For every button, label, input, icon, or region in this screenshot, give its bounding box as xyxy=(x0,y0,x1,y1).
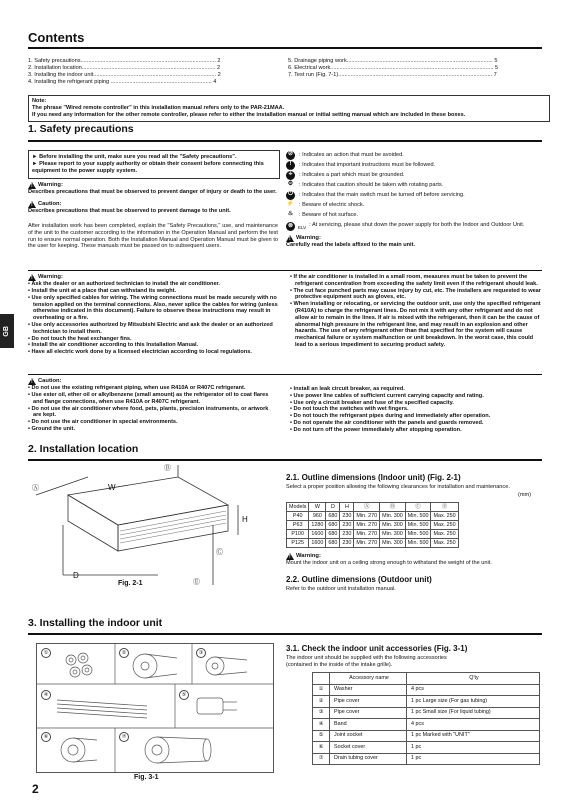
caution-icon xyxy=(28,201,36,208)
table-cell: 230 xyxy=(340,539,354,548)
warning-text: Describes precautions that must be observed to prevent danger of injury or death to the user. xyxy=(28,189,277,196)
table-cell: ⑤ xyxy=(313,730,330,742)
warning-labels-text: Carefully read the labels affixed to the main unit. xyxy=(286,242,415,249)
symbol-text: : Indicates an action that must be avoided. xyxy=(299,151,404,158)
rotating-parts-icon: ⚙ xyxy=(287,181,294,188)
table-cell: 1 pc xyxy=(407,753,540,765)
table-cell: 680 xyxy=(326,512,340,521)
box-line-2: ► Please report to your supply authority or obtain their consent before connecting this equipment to the power supply system. xyxy=(32,161,264,174)
list-item: • Use power line cables of sufficient current carrying capacity and rating. xyxy=(290,393,542,400)
warning-text: Mount the indoor unit on a ceiling strong enough to withstand the weight of the unit. xyxy=(286,560,492,567)
table-cell: Min. 270 xyxy=(354,512,380,521)
table-cell: ③ xyxy=(313,707,330,719)
electric-shock-icon: ⚡ xyxy=(286,201,295,208)
dim-e: Ⓔ xyxy=(193,579,200,586)
list-item: • Ask the dealer or an authorized technician to install the air conditioner. xyxy=(28,281,278,288)
toc-item[interactable]: 7. Test run (Fig. 7-1)................................................................................................... 7 xyxy=(288,72,497,78)
toc-left xyxy=(28,58,268,86)
note-label: Note: xyxy=(32,98,47,104)
table-row xyxy=(313,707,540,719)
language-tab: GB xyxy=(0,314,14,348)
table-cell: Max. 250 xyxy=(431,512,458,521)
list-item: • The cut face punched parts may cause injury by cut, etc. The installers are requested to wear protective equipment such as gloves, etc. xyxy=(290,288,542,302)
caution-icon xyxy=(28,378,36,385)
unit-label: (mm) xyxy=(518,492,532,498)
table-cell: Max. 250 xyxy=(431,521,458,530)
warning-items xyxy=(28,281,278,356)
divider xyxy=(28,270,542,271)
warning-list-left xyxy=(28,274,278,356)
list-item: • Do not operate the air conditioner with the panels and guards removed. xyxy=(290,420,542,427)
table-header: Ⓔ xyxy=(431,503,458,512)
caution-items xyxy=(290,386,542,434)
symbol-text: : Beware of hot surface. xyxy=(299,211,359,218)
figure-number: ④ xyxy=(41,690,51,700)
table-row xyxy=(313,684,540,696)
toc-item[interactable]: 1. Safety precautions....................................................................................... 2 xyxy=(28,58,221,64)
subsection-3-1-title: 3.1. Check the indoor unit accessories (Fig. 3-1) xyxy=(286,644,468,653)
table-cell: Pipe cover xyxy=(330,696,407,708)
subsection-2-1-title: 2.1. Outline dimensions (Indoor unit) (Fig. 2-1) xyxy=(286,473,461,482)
list-item: • Use ester oil, ether oil or alkylbenzene (small amount) as the refrigerator oil to coat flares and flange connections, when use R410A or R407C refrigerant. xyxy=(28,392,278,406)
table-cell: Min. 500 xyxy=(405,512,431,521)
table-cell: P100 xyxy=(287,530,309,539)
table-header: Ⓐ xyxy=(354,503,380,512)
figure-number: ⑥ xyxy=(41,732,51,742)
toc-item[interactable]: 4. Installing the refrigerant piping ................................................................. 4 xyxy=(28,79,217,85)
subsection-3-1-text-2: (contained in the inside of the intake grille). xyxy=(286,662,393,668)
dim-a: Ⓐ xyxy=(32,485,39,492)
dim-w: W xyxy=(108,483,116,492)
figure-number: ① xyxy=(41,648,51,658)
table-cell: Socket cover xyxy=(330,742,407,754)
dim-h: H xyxy=(242,515,248,524)
caution-items xyxy=(28,385,278,433)
table-cell: Min. 300 xyxy=(380,512,406,521)
table-cell: Min. 300 xyxy=(380,539,406,548)
symbol-text: : Indicates a part which must be grounded. xyxy=(299,171,405,178)
warning-label: Warning: xyxy=(296,234,321,241)
table-cell: ⑦ xyxy=(313,753,330,765)
elv-text: : At servicing, please shut down the power supply for both the Indoor and Outdoor Unit. xyxy=(309,222,525,228)
warning-icon xyxy=(286,553,294,560)
table-cell: P125 xyxy=(287,539,309,548)
table-cell: Min. 270 xyxy=(354,521,380,530)
page-number: 2 xyxy=(32,782,39,796)
list-item: • When installing or relocating, or servicing the outdoor unit, use only the specified refrigerant (R410A) to charge the refrigerant lines. Do not mix it with any other refrigerant and do not allow air to remain in the lines. If air is mixed with the refrigerant, then it can be the cause of abnormal high pressure in the refrigerant line, and may result in an explosion and other hazards. The use of any refrigerant other than that specified for the system will cause mechanical failure or system malfunction or unit breakdown. In the worst case, this could lead to a serious impediment to securing product safety. xyxy=(290,301,542,349)
table-cell: 1 pc Small size (For liquid tubing) xyxy=(407,707,540,719)
table-cell: Washer xyxy=(330,684,407,696)
warning-label: Warning: xyxy=(296,553,321,559)
warning-list-right xyxy=(290,274,542,349)
title-rule xyxy=(28,47,542,49)
symbol-text: : Beware of electric shock. xyxy=(299,201,365,208)
table-cell: ② xyxy=(313,696,330,708)
list-item: • Install the unit at a place that can withstand its weight. xyxy=(28,288,278,295)
table-cell: Max. 250 xyxy=(431,530,458,539)
figure-number: ⑦ xyxy=(119,732,129,742)
warning-icon xyxy=(28,182,36,189)
table-cell: 1600 xyxy=(309,530,326,539)
caution-label: Caution: xyxy=(38,201,62,208)
caution-list-left xyxy=(28,378,278,433)
figure-number: ② xyxy=(119,648,129,658)
table-header: Ⓑ xyxy=(380,503,406,512)
table-header: Accessory name xyxy=(330,673,407,685)
section-2-title: 2. Installation location xyxy=(28,443,139,455)
table-cell: Band xyxy=(330,719,407,731)
accessories-table xyxy=(312,672,540,765)
caution-label: Caution: xyxy=(38,378,62,384)
toc-item[interactable]: 6. Electrical work......................................................................................................... 5 xyxy=(288,65,499,71)
caution-list-right xyxy=(290,386,542,434)
warning-label: Warning: xyxy=(38,274,63,280)
table-header xyxy=(313,673,330,685)
note-box xyxy=(28,95,550,122)
section-2-rule xyxy=(28,459,542,461)
table-cell: Drain tubing cover xyxy=(330,753,407,765)
toc-item[interactable]: 2. Installation location...................................................................................... 2 xyxy=(28,65,221,71)
list-item: • Use only specified cables for wiring. The wiring connections must be made securely with no tension applied on the terminal connections. Also, never splice the cables for wiring (unless otherwise indicated in this document). Failure to observe these instructions may result in overheating or a fire. xyxy=(28,295,278,322)
instruction-icon: ! xyxy=(286,161,295,170)
page-title: Contents xyxy=(28,30,85,45)
table-cell: P40 xyxy=(287,512,309,521)
list-item: • If the air conditioner is installed in a small room, measures must be taken to prevent the refrigerant concentration from exceeding the safety limit even if the refrigerant should leak. xyxy=(290,274,542,288)
table-cell: 230 xyxy=(340,512,354,521)
table-header: Ⓒ xyxy=(405,503,431,512)
list-item: • Install an leak circuit breaker, as required. xyxy=(290,386,542,393)
elv-label: ELV xyxy=(298,225,307,230)
figure-number: ③ xyxy=(196,648,206,658)
dimensions-table xyxy=(286,502,459,548)
table-cell: 1600 xyxy=(309,539,326,548)
figure-label: Fig. 2-1 xyxy=(118,580,143,587)
section-1-title: 1. Safety precautions xyxy=(28,123,134,135)
table-cell: 680 xyxy=(326,530,340,539)
table-row xyxy=(287,521,459,530)
symbol-text: : Indicates that important instructions must be followed. xyxy=(299,161,436,168)
section-3-rule xyxy=(28,633,542,635)
table-header: Models xyxy=(287,503,309,512)
table-cell: Min. 500 xyxy=(405,530,431,539)
accessories-drawing xyxy=(37,644,273,772)
figure-2-1 xyxy=(28,465,278,595)
toc-item[interactable]: 5. Drainage piping work.............................................................................................. 5 xyxy=(288,58,498,64)
subsection-3-1-text-1: The indoor unit should be supplied with the following accessories xyxy=(286,655,447,661)
figure-number: ⑤ xyxy=(179,690,189,700)
table-cell: Pipe cover xyxy=(330,707,407,719)
list-item: • Do not use the air conditioner in special environments. xyxy=(28,419,278,426)
indoor-unit-dimension-drawing xyxy=(28,465,278,595)
table-cell: Min. 300 xyxy=(380,521,406,530)
s2-warning xyxy=(286,553,542,567)
subsection-2-2-title: 2.2. Outline dimensions (Outdoor unit) xyxy=(286,575,432,584)
table-cell: 4 pcs xyxy=(407,719,540,731)
table-cell: 1280 xyxy=(309,521,326,530)
table-cell: 680 xyxy=(326,521,340,530)
list-item: • Have all electric work done by a licensed electrician according to local regulations. xyxy=(28,349,278,356)
table-row xyxy=(313,719,540,731)
table-row xyxy=(313,730,540,742)
table-cell: ⑥ xyxy=(313,742,330,754)
list-item: • Use only a circuit breaker and fuse of the specified capacity. xyxy=(290,400,542,407)
dim-d: D xyxy=(73,571,79,580)
table-cell: Min. 300 xyxy=(380,530,406,539)
section-3-title: 3. Installing the indoor unit xyxy=(28,617,163,629)
table-header: D xyxy=(326,503,340,512)
table-cell: Min. 270 xyxy=(354,539,380,548)
power-off-icon: ⏻ xyxy=(286,191,295,200)
after-installation-text: After installation work has been completed, explain the "Safety Precautions," use, and maintenance of the unit to the customer according to the information in the Operation Manual and perform the test run to ensure normal operation. Both the Installation Manual and Operation Manual must be given to the user for keeping. These manuals must be passed on to subsequent users. xyxy=(28,223,278,250)
list-item: • Do not touch the refrigerant pipes during and immediately after operation. xyxy=(290,413,542,420)
box-line-1: ► Before installing the unit, make sure you read all the "Safety precautions". xyxy=(32,154,237,160)
prohibited-icon: ⊘ xyxy=(286,151,295,160)
table-row xyxy=(287,539,459,548)
divider xyxy=(28,374,542,375)
table-row xyxy=(287,512,459,521)
table-cell: 680 xyxy=(326,539,340,548)
hot-surface-icon: ♨ xyxy=(287,211,294,218)
dim-b: Ⓑ xyxy=(164,465,171,472)
safety-intro-box xyxy=(28,150,280,179)
list-item: • Do not touch the heat exchanger fins. xyxy=(28,336,278,343)
list-item: • Install the air conditioner according to this Installation Manual. xyxy=(28,342,278,349)
table-row xyxy=(313,696,540,708)
table-cell: 1 pc Marked with "UNIT" xyxy=(407,730,540,742)
table-row xyxy=(287,530,459,539)
list-item: • Use only accessories authorized by Mitsubishi Electric and ask the dealer or an authorized technician to install them. xyxy=(28,322,278,336)
toc-right xyxy=(288,58,522,79)
caution-text: Describes precautions that must be observed to prevent damage to the unit. xyxy=(28,208,231,215)
table-cell: ① xyxy=(313,684,330,696)
ground-icon: ⏚ xyxy=(286,171,295,180)
warning-items xyxy=(290,274,542,349)
note-line-2: If you need any information for the other remote controller, please refer to either the installation manual or initial setting manual which are included in these boxes. xyxy=(32,112,466,118)
table-row xyxy=(313,753,540,765)
table-cell: Max. 250 xyxy=(431,539,458,548)
warning-label: Warning: xyxy=(38,182,63,188)
symbol-legend xyxy=(286,150,542,249)
list-item: • Do not touch the switches with wet fingers. xyxy=(290,406,542,413)
list-item: • Do not use the air conditioner where food, pets, plants, precision instruments, or artwork are kept. xyxy=(28,406,278,420)
table-cell: Min. 500 xyxy=(405,539,431,548)
figure-label: Fig. 3-1 xyxy=(134,774,159,781)
subsection-2-2-text: Refer to the outdoor unit installation manual. xyxy=(286,586,396,592)
subsection-2-1-text: Select a proper position allowing the following clearances for installation and maintenance. xyxy=(286,484,510,490)
table-cell: Joint socket xyxy=(330,730,407,742)
symbol-text: : Indicates that caution should be taken with rotating parts. xyxy=(299,181,444,188)
table-header: H xyxy=(340,503,354,512)
table-cell: 230 xyxy=(340,521,354,530)
elv-icon: ⊗ xyxy=(287,223,294,230)
list-item: • Do not turn off the power immediately after stopping operation. xyxy=(290,427,542,434)
table-header: Q'ty xyxy=(407,673,540,685)
warning-icon xyxy=(286,235,294,242)
table-cell: Min. 270 xyxy=(354,530,380,539)
table-cell: 960 xyxy=(309,512,326,521)
table-cell: 1 pc xyxy=(407,742,540,754)
table-cell: 1 pc Large size (For gas tubing) xyxy=(407,696,540,708)
table-cell: Min. 500 xyxy=(405,521,431,530)
table-header-row xyxy=(287,503,459,512)
table-cell: 230 xyxy=(340,530,354,539)
toc-item[interactable]: 3. Installing the indoor unit............................................................................... 2 xyxy=(28,72,221,78)
table-cell: ④ xyxy=(313,719,330,731)
s1-left-intro xyxy=(28,182,278,250)
dim-c: Ⓒ xyxy=(216,549,223,556)
table-cell: P63 xyxy=(287,521,309,530)
warning-icon xyxy=(28,274,36,281)
section-1-rule xyxy=(28,140,542,142)
table-header: W xyxy=(309,503,326,512)
table-header-row xyxy=(313,673,540,685)
figure-3-1 xyxy=(36,643,274,773)
table-row xyxy=(313,742,540,754)
list-item: • Do not use the existing refrigerant piping, when use R410A or R407C refrigerant. xyxy=(28,385,278,392)
symbol-text: : Indicates that the main switch must be turned off before servicing. xyxy=(299,191,465,198)
list-item: • Ground the unit. xyxy=(28,426,278,433)
table-cell: 4 pcs xyxy=(407,684,540,696)
note-line-1: The phrase "Wired remote controller" in this installation manual refers only to the PAR-21MAA. xyxy=(32,105,285,111)
